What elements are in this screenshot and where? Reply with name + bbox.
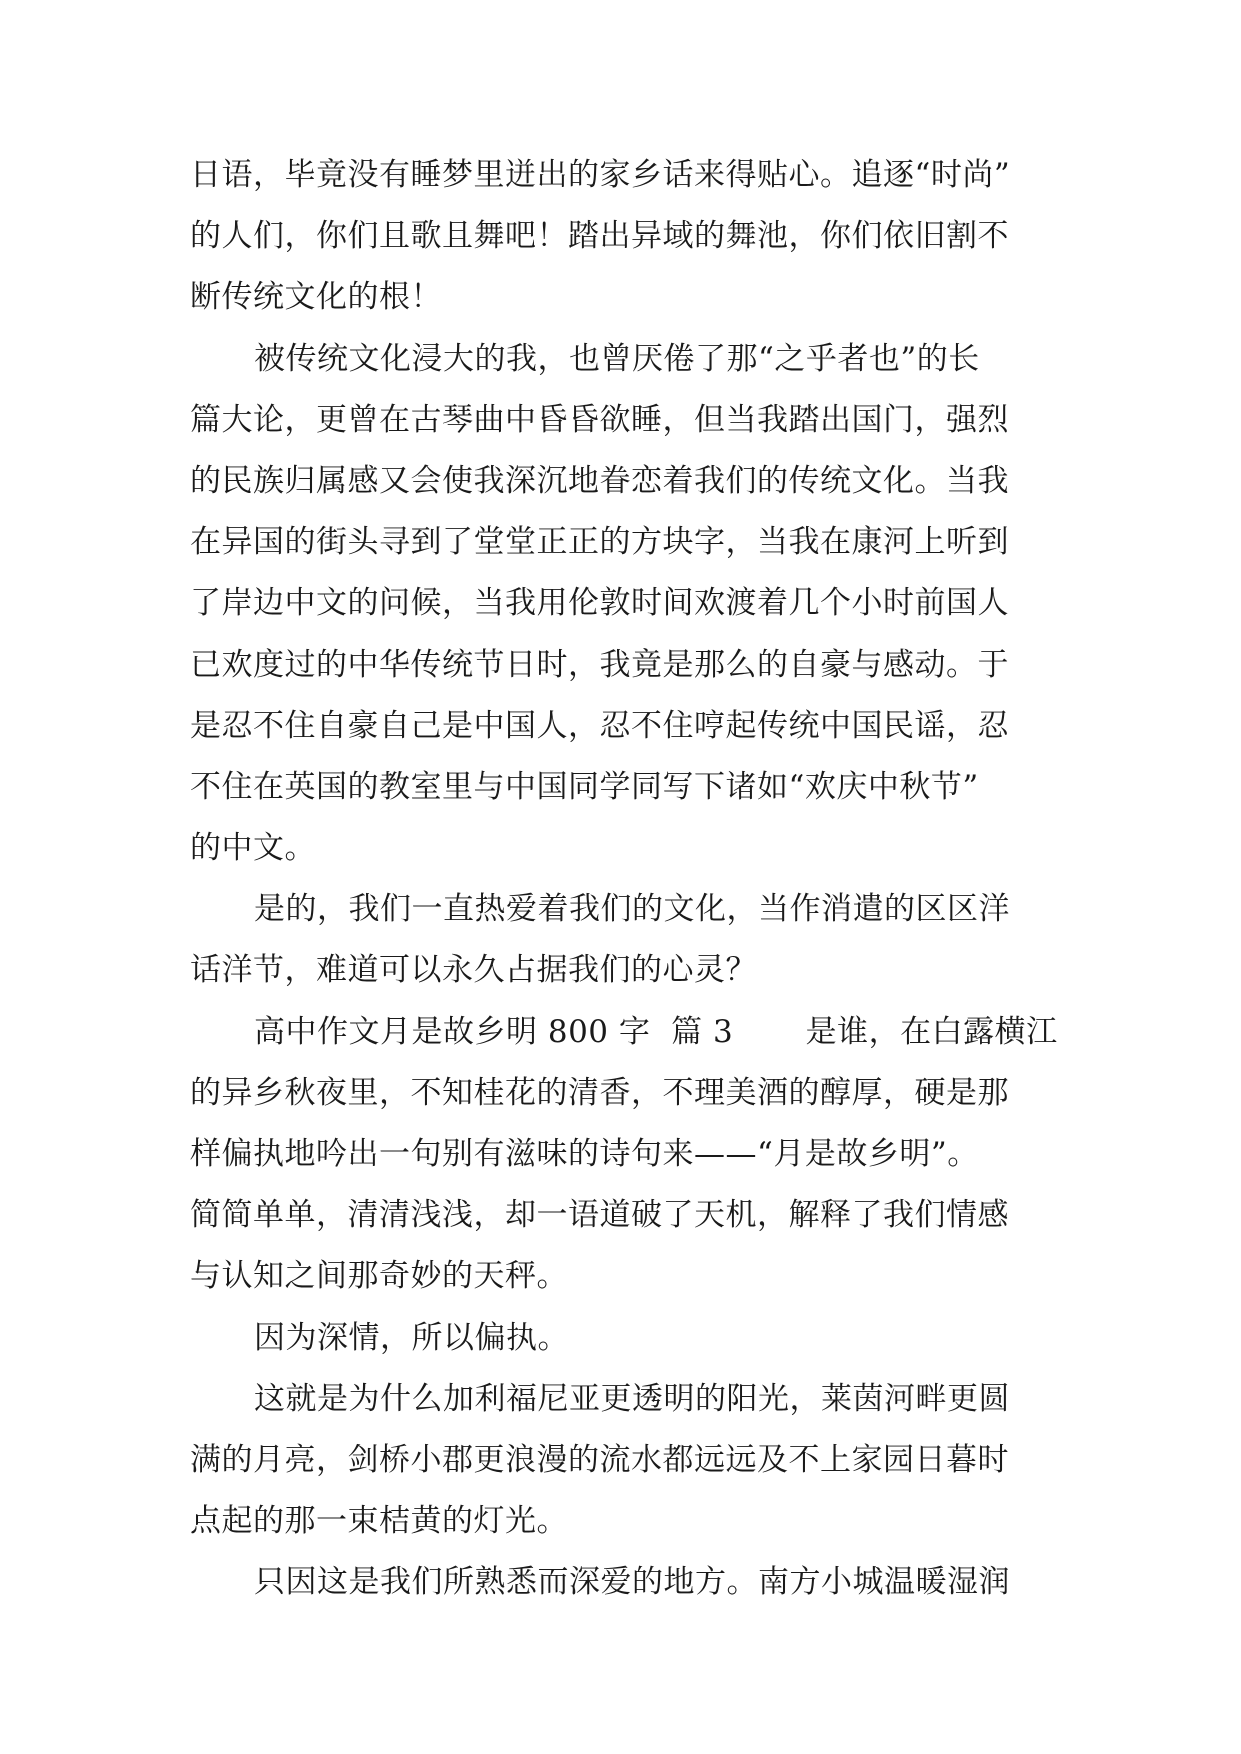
text-line: 话洋节，难道可以永久占据我们的心灵？ bbox=[190, 952, 757, 989]
text-line: 在异国的街头寻到了堂堂正正的方块字，当我在康河上听到 bbox=[190, 524, 1009, 561]
text-line: 与认知之间那奇妙的天秤。 bbox=[190, 1258, 568, 1295]
document-body bbox=[190, 145, 1060, 1614]
text-line: 已欢度过的中华传统节日时，我竟是那么的自豪与感动。于 bbox=[190, 646, 1009, 683]
text-line: 因为深情，所以偏执。 bbox=[254, 1319, 569, 1356]
text-line: 满的月亮，剑桥小郡更浪漫的流水都远远及不上家园日暮时 bbox=[190, 1441, 1009, 1478]
text-line: 简简单单，清清浅浅，却一语道破了天机，解释了我们情感 bbox=[190, 1197, 1009, 1234]
text-line: 是忍不住自豪自己是中国人，忍不住哼起传统中国民谣，忍 bbox=[190, 707, 1009, 744]
text-line: 的民族归属感又会使我深沉地眷恋着我们的传统文化。当我 bbox=[190, 462, 1009, 499]
text-line: 只因这是我们所熟悉而深爱的地方。南方小城温暖湿润 bbox=[254, 1564, 1010, 1601]
text-line: 点起的那一束桔黄的灯光。 bbox=[190, 1503, 568, 1540]
text-line: 断传统文化的根！ bbox=[190, 279, 442, 316]
text-line: 篇大论，更曾在古琴曲中昏昏欲睡，但当我踏出国门，强烈 bbox=[190, 401, 1009, 438]
text-line: 样偏执地吟出一句别有滋味的诗句来——“月是故乡明”。 bbox=[190, 1136, 979, 1172]
text-line: 被传统文化浸大的我，也曾厌倦了那“之乎者也”的长 bbox=[254, 340, 980, 377]
text-line: 的人们，你们且歌且舞吧！踏出异域的舞池，你们依旧割不 bbox=[190, 218, 1009, 255]
text-line: 日语，毕竟没有睡梦里迸出的家乡话来得贴心。追逐“时尚” bbox=[190, 157, 1011, 193]
text-line: 高中作文月是故乡明 800 字 篇 3 是谁，在白露横江 bbox=[254, 1013, 1058, 1050]
text-line: 了岸边中文的问候，当我用伦敦时间欢渡着几个小时前国人 bbox=[190, 585, 1009, 622]
text-line: 是的，我们一直热爱着我们的文化，当作消遣的区区洋 bbox=[254, 891, 1010, 928]
text-line: 的中文。 bbox=[190, 830, 316, 867]
text-line: 的异乡秋夜里，不知桂花的清香，不理美酒的醇厚，硬是那 bbox=[190, 1074, 1009, 1111]
text-line: 这就是为什么加利福尼亚更透明的阳光，莱茵河畔更圆 bbox=[254, 1380, 1010, 1417]
text-line: 不住在英国的教室里与中国同学同写下诸如“欢庆中秋节” bbox=[190, 768, 979, 805]
